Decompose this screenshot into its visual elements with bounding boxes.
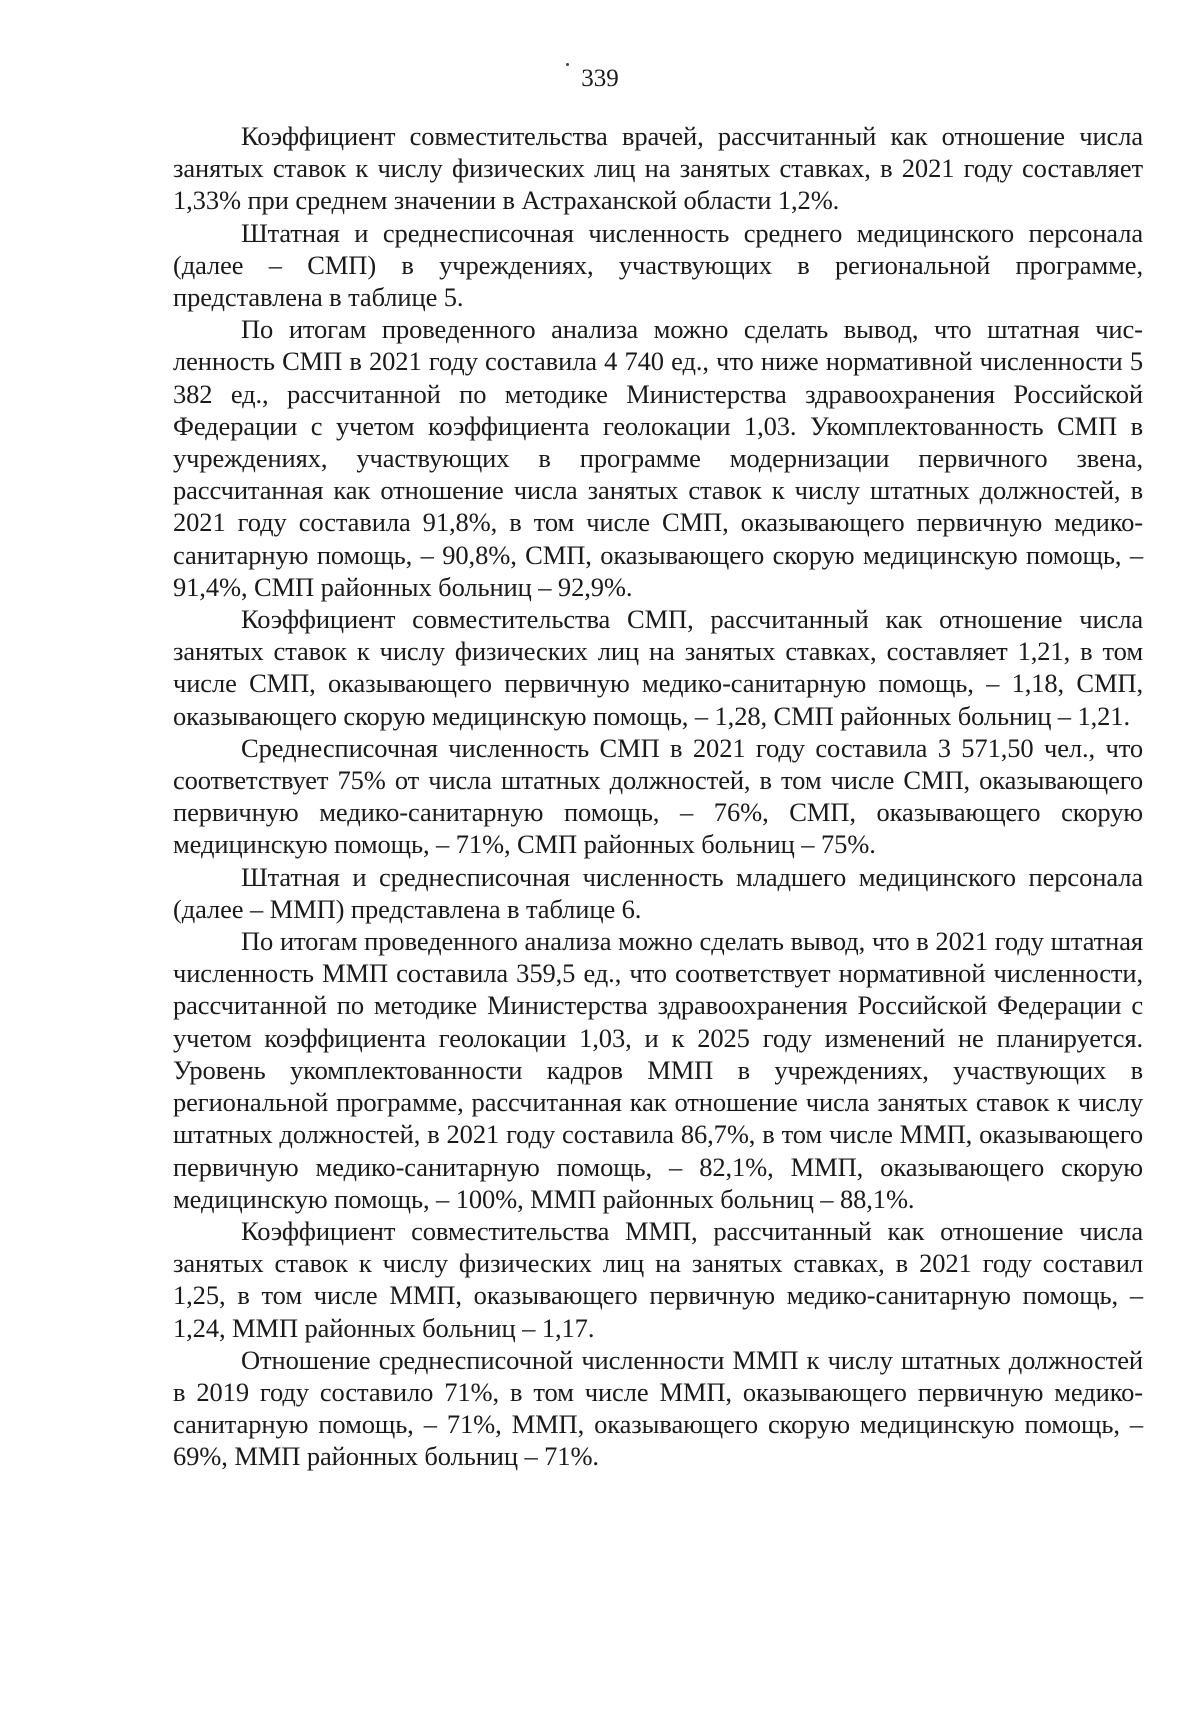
paragraph: По итогам проведенного анализа можно сделать вывод, что в 2021 году штатная численность ММП составила 359,5 ед., что соответствует нормативной численности, рассчитанной по методике Министерства здравоохранения Российской Федерации с учетом коэффициента геолокации 1,03, и к 2025 году изменений не планируется. Уровень укомплектованности кадров ММП в учреждениях, участвующих в региональной программе, рассчитанная как отношение числа занятых ставок к числу штатных должностей, в 2021 году составила 86,7%, в том числе ММП, оказывающего первичную медико-санитарную помощь, – 82,1%, ММП, оказывающего скорую медицинскую помощь, – 100%, ММП районных больниц – 88,1%.: [173, 926, 1143, 1214]
paragraph: Коэффициент совместительства врачей, рассчитанный как отношение числа занятых ставок к числу физических лиц на занятых ставках, в 2021 году составляет 1,33% при среднем значении в Астраханской области 1,2%.: [173, 121, 1143, 216]
document-body: [173, 120, 1143, 1473]
paragraph: Штатная и среднесписочная численность среднего медицинского персонала (далее – СМП) в учреждениях, участвующих в региональной программе, представлена в таблице 5.: [173, 217, 1143, 313]
paragraph: Среднесписочная численность СМП в 2021 году составила 3 571,50 чел., что соответствует 75% от числа штатных должностей, в том числе СМП, оказывающего первичную медико-санитарную помощь, – 76%, СМП, оказывающего скорую медицинскую помощь, – 71%, СМП районных больниц – 75%.: [173, 732, 1143, 860]
paragraph: Штатная и среднесписочная численность младшего медицинского персонала (далее – ММП) представлена в таблице 6.: [173, 861, 1143, 924]
paragraph: Отношение среднесписочной численности ММП к числу штатных должностей в 2019 году составило 71%, в том числе ММП, оказывающего первичную медико-санитарную помощь, – 71%, ММП, оказывающего скорую медицинскую помощь, – 69%, ММП районных больниц – 71%.: [173, 1344, 1143, 1472]
paragraph: По итогам проведенного анализа можно сделать вывод, что штатная численность СМП в 2021 году составила 4 740 ед., что ниже нормативной численности 5 382 ед., рассчитанной по методике Министерства здравоохранения Российской Федерации с учетом коэффициента геолокации 1,03. Укомплектованность СМП в учреждениях, участвующих в программе модернизации первичного звена, рассчитанная как отношение числа занятых ставок к числу штатных должностей, в 2021 году составила 91,8%, в том числе СМП, оказывающего первичную медико-санитарную помощь, – 90,8%, СМП, оказывающего скорую медицинскую помощь, – 91,4%, СМП районных больниц – 92,9%.: [173, 314, 1143, 602]
page-number: 339: [581, 65, 619, 92]
paragraph: Коэффициент совместительства СМП, рассчитанный как отношение числа занятых ставок к числу физических лиц на занятых ставках, составляет 1,21, в том числе СМП, оказывающего первичную медико-санитарную помощь, – 1,18, СМП, оказывающего скорую медицинскую помощь, – 1,28, СМП районных больниц – 1,21.: [173, 604, 1143, 731]
paragraph: Коэффициент совместительства ММП, рассчитанный как отношение числа занятых ставок к числу физических лиц на занятых ставках, в 2021 году составил 1,25, в том числе ММП, оказывающего первичную медико-санитарную помощь, – 1,24, ММП районных больниц – 1,17.: [173, 1215, 1143, 1343]
